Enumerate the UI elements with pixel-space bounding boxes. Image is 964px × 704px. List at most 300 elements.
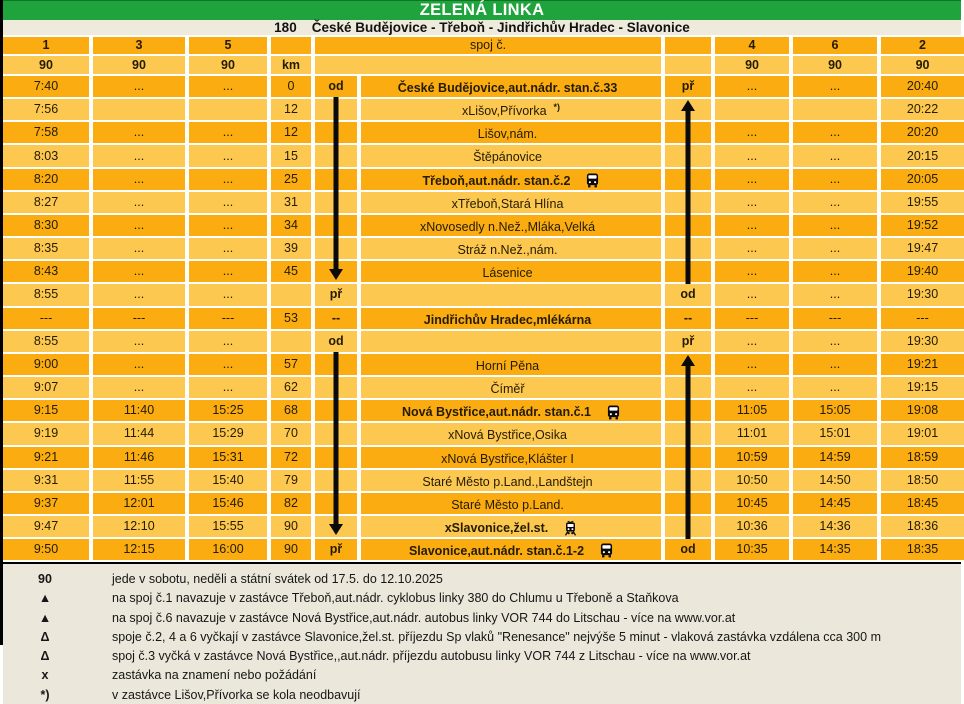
direction-marker-left <box>315 354 361 377</box>
direction-marker-right <box>665 516 715 539</box>
table-row <box>3 400 964 423</box>
time-cell-trip-1: 9:37 <box>3 493 93 516</box>
station-cell <box>361 215 665 238</box>
km-cell: 68 <box>271 400 315 423</box>
time-cell-trip-5: --- <box>189 308 271 331</box>
direction-marker-left: od <box>315 331 361 354</box>
legend-text: spoj č.3 vyčká v zastávce Nová Bystřice,,aut.nádr. příjezdu autobusu linky VOR 744 z Litschau - více na www.vor.at <box>112 649 751 664</box>
station-cell <box>361 284 665 307</box>
legend-item <box>3 646 961 665</box>
time-cell-trip-1: 9:07 <box>3 377 93 400</box>
time-cell-trip-2: 19:52 <box>881 215 964 238</box>
time-cell-trip-1: 8:35 <box>3 238 93 261</box>
time-cell-trip-2: 18:35 <box>881 539 964 562</box>
legend-symbol: x <box>41 668 49 683</box>
bus-icon <box>600 543 613 558</box>
station-cell <box>361 99 665 122</box>
time-cell-trip-2: 19:40 <box>881 261 964 284</box>
trip-number-row <box>3 37 964 56</box>
station-cell <box>361 169 665 192</box>
direction-marker-right <box>665 400 715 423</box>
time-cell-trip-2: 20:15 <box>881 145 964 168</box>
time-cell-trip-5: ... <box>189 122 271 145</box>
time-cell-trip-3: ... <box>93 76 189 99</box>
direction-marker-left: -- <box>315 308 361 331</box>
time-cell-trip-6: --- <box>793 308 881 331</box>
time-cell-trip-4: ... <box>715 215 793 238</box>
time-cell-trip-5: ... <box>189 145 271 168</box>
km-cell: 62 <box>271 377 315 400</box>
direction-marker-right: od <box>665 539 715 562</box>
time-cell-trip-3: ... <box>93 145 189 168</box>
time-cell-trip-5: 15:55 <box>189 516 271 539</box>
time-cell-trip-3: ... <box>93 122 189 145</box>
time-cell-trip-6: ... <box>793 169 881 192</box>
time-cell-trip-2: 19:47 <box>881 238 964 261</box>
time-cell-trip-2: 18:36 <box>881 516 964 539</box>
time-cell-trip-3: 11:46 <box>93 447 189 470</box>
time-cell-trip-4: --- <box>715 308 793 331</box>
station-name: Číměř <box>490 382 525 397</box>
time-cell-trip-4: ... <box>715 261 793 284</box>
legend-item <box>3 685 961 704</box>
trip-number-header: 4 <box>715 37 793 56</box>
time-cell-trip-2: --- <box>881 308 964 331</box>
km-cell: 12 <box>271 122 315 145</box>
time-cell-trip-1: 8:27 <box>3 192 93 215</box>
stop-icon-slot <box>577 174 599 188</box>
time-cell-trip-4: ... <box>715 169 793 192</box>
time-cell-trip-2: 19:30 <box>881 331 964 354</box>
direction-marker-left <box>315 423 361 446</box>
km-cell: 0 <box>271 76 315 99</box>
station-name: xNová Bystřice,Klášter I <box>441 451 574 466</box>
legend-symbol: ▲ <box>38 591 52 606</box>
station-name: Stráž n.Než.,nám. <box>457 243 558 258</box>
time-cell-trip-5: ... <box>189 215 271 238</box>
service-note-header: 90 <box>93 56 189 76</box>
time-cell-trip-5: ... <box>189 169 271 192</box>
time-cell-trip-4: ... <box>715 192 793 215</box>
time-cell-trip-3: ... <box>93 377 189 400</box>
trip-number-header: 6 <box>793 37 881 56</box>
time-cell-trip-3: 11:44 <box>93 423 189 446</box>
station-header-spacer <box>315 56 665 76</box>
direction-marker-left: př <box>315 539 361 562</box>
station-name: xLišov,Přívorka <box>462 104 547 119</box>
station-name: České Budějovice,aut.nádr. stan.č.33 <box>397 81 618 96</box>
time-cell-trip-1: 9:15 <box>3 400 93 423</box>
time-cell-trip-4: ... <box>715 145 793 168</box>
service-note-header: 90 <box>189 56 271 76</box>
station-cell <box>361 447 665 470</box>
time-cell-trip-1: 8:55 <box>3 331 93 354</box>
time-cell-trip-6: 15:01 <box>793 423 881 446</box>
table-row <box>3 145 964 168</box>
direction-marker-right <box>665 261 715 284</box>
service-note-header: 90 <box>3 56 93 76</box>
time-cell-trip-1: 8:30 <box>3 215 93 238</box>
time-cell-trip-6: ... <box>793 377 881 400</box>
time-cell-trip-1: 7:40 <box>3 76 93 99</box>
trip-number-header: 1 <box>3 37 93 56</box>
station-name: Třeboň,aut.nádr. stan.č.2 <box>422 173 571 188</box>
station-cell <box>361 539 665 562</box>
time-cell-trip-1: 9:19 <box>3 423 93 446</box>
trip-number-header: 5 <box>189 37 271 56</box>
time-cell-trip-3: ... <box>93 354 189 377</box>
time-cell-trip-3: ... <box>93 331 189 354</box>
route-title: České Budějovice - Třeboň - Jindřichův Hradec - Slavonice <box>311 20 690 35</box>
direction-marker-right <box>665 145 715 168</box>
trip-number-header: 3 <box>93 37 189 56</box>
arrow-down-icon <box>329 524 343 535</box>
time-cell-trip-6: 14:45 <box>793 493 881 516</box>
station-cell <box>361 122 665 145</box>
direction-marker-right <box>665 215 715 238</box>
direction-marker-right <box>665 354 715 377</box>
time-cell-trip-6: 14:36 <box>793 516 881 539</box>
km-cell: 79 <box>271 470 315 493</box>
direction-marker-right: př <box>665 76 715 99</box>
legend-text: spoje č.2, 4 a 6 vyčkají v zastávce Slavonice,žel.st. příjezdu Sp vlaků "Renesance" nejvýše 5 minut - vlaková zastávka vzdálena cca 300 m <box>112 629 881 644</box>
km-header: km <box>271 56 315 76</box>
time-cell-trip-4: ... <box>715 354 793 377</box>
direction-marker-left <box>315 447 361 470</box>
legend-symbol: *) <box>40 687 50 702</box>
time-cell-trip-1: 9:00 <box>3 354 93 377</box>
table-row <box>3 470 964 493</box>
time-cell-trip-3: ... <box>93 284 189 307</box>
table-row <box>3 99 964 122</box>
direction-marker-left <box>315 470 361 493</box>
direction-marker-right <box>665 192 715 215</box>
arrow-down-icon <box>329 269 343 280</box>
line-name: ZELENÁ LINKA <box>419 1 545 19</box>
km-cell: 53 <box>271 308 315 331</box>
legend-item <box>3 666 961 685</box>
km-cell: 31 <box>271 192 315 215</box>
time-cell-trip-6: ... <box>793 145 881 168</box>
time-cell-trip-4: 10:45 <box>715 493 793 516</box>
station-name: Staré Město p.Land.,Landštejn <box>422 474 593 489</box>
table-row <box>3 76 964 99</box>
time-cell-trip-6: 15:05 <box>793 400 881 423</box>
station-name: Štěpánovice <box>473 150 542 165</box>
time-cell-trip-3: ... <box>93 215 189 238</box>
direction-marker-left <box>315 238 361 261</box>
time-cell-trip-5: ... <box>189 331 271 354</box>
timetable-table <box>3 35 964 562</box>
legend-symbol: Δ <box>40 629 50 644</box>
direction-marker-left <box>315 145 361 168</box>
station-name: Horní Pěna <box>475 359 540 374</box>
direction-marker-right <box>665 99 715 122</box>
time-cell-trip-4: ... <box>715 377 793 400</box>
service-note-header: 90 <box>715 56 793 76</box>
legend-symbol: 90 <box>38 571 52 586</box>
station-name: Jindřichův Hradec,mlékárna <box>423 312 592 327</box>
time-cell-trip-4: 11:05 <box>715 400 793 423</box>
station-cell <box>361 261 665 284</box>
station-cell <box>361 354 665 377</box>
direction-marker-left <box>315 215 361 238</box>
legend-text: jede v sobotu, neděli a státní svátek od 17.5. do 12.10.2025 <box>112 571 443 586</box>
route-header <box>3 20 961 35</box>
time-cell-trip-2: 19:15 <box>881 377 964 400</box>
station-cell <box>361 192 665 215</box>
time-cell-trip-5: 15:40 <box>189 470 271 493</box>
table-row <box>3 192 964 215</box>
footnote-mark: *) <box>553 102 561 113</box>
station-name: xNová Bystřice,Osika <box>448 428 567 443</box>
station-cell <box>361 423 665 446</box>
station-name: Slavonice,aut.nádr. stan.č.1-2 <box>408 544 585 559</box>
direction-marker-right: př <box>665 331 715 354</box>
time-cell-trip-1: 9:31 <box>3 470 93 493</box>
table-row <box>3 354 964 377</box>
timetable-head <box>3 37 964 76</box>
time-cell-trip-1: 8:43 <box>3 261 93 284</box>
km-header-spacer <box>271 37 315 56</box>
table-row <box>3 284 964 307</box>
time-cell-trip-6: ... <box>793 192 881 215</box>
table-row <box>3 447 964 470</box>
direction-marker-right <box>665 377 715 400</box>
direction-marker-left <box>315 377 361 400</box>
time-cell-trip-6: 14:35 <box>793 539 881 562</box>
station-cell <box>361 493 665 516</box>
service-note-row <box>3 56 964 76</box>
bus-icon <box>607 405 620 420</box>
time-cell-trip-5: ... <box>189 377 271 400</box>
direction-marker-left <box>315 493 361 516</box>
table-row <box>3 377 964 400</box>
time-cell-trip-1: 7:56 <box>3 99 93 122</box>
time-cell-trip-2: 19:21 <box>881 354 964 377</box>
time-cell-trip-4: 10:59 <box>715 447 793 470</box>
table-row <box>3 493 964 516</box>
table-row <box>3 516 964 539</box>
time-cell-trip-3: --- <box>93 308 189 331</box>
time-cell-trip-2: 20:20 <box>881 122 964 145</box>
table-row <box>3 215 964 238</box>
table-row <box>3 169 964 192</box>
direction-marker-left <box>315 122 361 145</box>
time-cell-trip-2: 18:59 <box>881 447 964 470</box>
time-cell-trip-4: 10:35 <box>715 539 793 562</box>
direction-marker-right <box>665 423 715 446</box>
time-cell-trip-4: ... <box>715 122 793 145</box>
time-cell-trip-5: 15:25 <box>189 400 271 423</box>
timetable-body <box>3 76 964 562</box>
time-cell-trip-2: 18:45 <box>881 493 964 516</box>
time-cell-trip-4: ... <box>715 284 793 307</box>
table-row <box>3 331 964 354</box>
legend-item <box>3 589 961 608</box>
time-cell-trip-5: 15:46 <box>189 493 271 516</box>
station-cell <box>361 377 665 400</box>
time-cell-trip-4 <box>715 99 793 122</box>
direction-marker-left <box>315 400 361 423</box>
station-name: Nová Bystřice,aut.nádr. stan.č.1 <box>402 405 591 420</box>
time-cell-trip-1: --- <box>3 308 93 331</box>
km-cell: 15 <box>271 145 315 168</box>
km-cell <box>271 331 315 354</box>
time-cell-trip-2: 19:01 <box>881 423 964 446</box>
direction-marker-right <box>665 169 715 192</box>
table-row <box>3 238 964 261</box>
time-cell-trip-5: 16:00 <box>189 539 271 562</box>
km-cell: 39 <box>271 238 315 261</box>
legend-item <box>3 569 961 588</box>
time-cell-trip-6: 14:59 <box>793 447 881 470</box>
time-cell-trip-3: 12:01 <box>93 493 189 516</box>
km-cell: 34 <box>271 215 315 238</box>
km-cell: 45 <box>271 261 315 284</box>
time-cell-trip-6: ... <box>793 354 881 377</box>
time-cell-trip-2: 19:30 <box>881 284 964 307</box>
km-cell <box>271 284 315 307</box>
service-note-header: 90 <box>881 56 964 76</box>
time-cell-trip-5: 15:29 <box>189 423 271 446</box>
time-cell-trip-4: ... <box>715 76 793 99</box>
station-name: Staré Město p.Land. <box>451 497 564 512</box>
time-cell-trip-1: 8:20 <box>3 169 93 192</box>
time-cell-trip-5: ... <box>189 238 271 261</box>
pr-header-spacer <box>665 56 715 76</box>
time-cell-trip-3: ... <box>93 261 189 284</box>
time-cell-trip-6: ... <box>793 238 881 261</box>
direction-marker-left <box>315 261 361 284</box>
time-cell-trip-5: ... <box>189 192 271 215</box>
direction-marker-left: př <box>315 284 361 307</box>
direction-marker-left <box>315 169 361 192</box>
time-cell-trip-1: 9:21 <box>3 447 93 470</box>
time-cell-trip-3: ... <box>93 192 189 215</box>
station-name: xSlavonice,žel.st. <box>444 521 549 536</box>
time-cell-trip-3: 12:15 <box>93 539 189 562</box>
legend-item <box>3 627 961 646</box>
service-note-header: 90 <box>793 56 881 76</box>
km-cell: 25 <box>271 169 315 192</box>
direction-marker-left <box>315 99 361 122</box>
time-cell-trip-6: ... <box>793 284 881 307</box>
time-cell-trip-6 <box>793 99 881 122</box>
direction-marker-right: od <box>665 284 715 307</box>
station-cell <box>361 238 665 261</box>
station-cell <box>361 331 665 354</box>
km-cell: 12 <box>271 99 315 122</box>
time-cell-trip-3: ... <box>93 238 189 261</box>
direction-marker-right: -- <box>665 308 715 331</box>
time-cell-trip-4: 10:36 <box>715 516 793 539</box>
time-cell-trip-1: 7:58 <box>3 122 93 145</box>
time-cell-trip-2: 18:50 <box>881 470 964 493</box>
time-cell-trip-1: 8:03 <box>3 145 93 168</box>
stop-icon-slot <box>555 521 577 535</box>
time-cell-trip-3: 11:40 <box>93 400 189 423</box>
time-cell-trip-6: ... <box>793 215 881 238</box>
legend-symbol: ▲ <box>38 610 52 625</box>
time-cell-trip-5: ... <box>189 76 271 99</box>
time-cell-trip-5: ... <box>189 261 271 284</box>
line-banner <box>3 0 961 20</box>
time-cell-trip-6: ... <box>793 331 881 354</box>
km-cell: 90 <box>271 516 315 539</box>
legend-text: na spoj č.1 navazuje v zastávce Třeboň,aut.nádr. cyklobus linky 380 do Chlumu u Třeboně a Staňkova <box>112 591 679 606</box>
time-cell-trip-2: 20:40 <box>881 76 964 99</box>
station-cell <box>361 76 665 99</box>
station-cell <box>361 400 665 423</box>
station-cell <box>361 516 665 539</box>
station-name: xTřeboň,Stará Hlína <box>451 196 564 211</box>
line-number: 180 <box>274 20 297 35</box>
km-cell: 57 <box>271 354 315 377</box>
time-cell-trip-5: ... <box>189 354 271 377</box>
direction-marker-left <box>315 516 361 539</box>
time-cell-trip-5: 15:31 <box>189 447 271 470</box>
train-icon <box>564 520 577 536</box>
time-cell-trip-6: ... <box>793 261 881 284</box>
legend-symbol: Δ <box>40 649 50 664</box>
trip-label-header: spoj č. <box>315 37 665 56</box>
table-row <box>3 423 964 446</box>
time-cell-trip-2: 19:08 <box>881 400 964 423</box>
table-row <box>3 122 964 145</box>
table-row <box>3 308 964 331</box>
direction-marker-right <box>665 493 715 516</box>
time-cell-trip-3: 11:55 <box>93 470 189 493</box>
direction-marker-left: od <box>315 76 361 99</box>
km-cell: 72 <box>271 447 315 470</box>
time-cell-trip-5: ... <box>189 284 271 307</box>
pr-header-spacer <box>665 37 715 56</box>
time-cell-trip-3: ... <box>93 169 189 192</box>
stop-icon-slot <box>598 405 620 419</box>
time-cell-trip-1: 8:55 <box>3 284 93 307</box>
time-cell-trip-6: ... <box>793 122 881 145</box>
time-cell-trip-4: 10:50 <box>715 470 793 493</box>
table-row <box>3 261 964 284</box>
km-cell: 82 <box>271 493 315 516</box>
legend <box>3 562 961 704</box>
direction-marker-left <box>315 192 361 215</box>
legend-text: na spoj č.6 navazuje v zastávce Nová Bystřice,aut.nádr. autobus linky VOR 744 do Litschau - více na www.vor.at <box>112 610 736 625</box>
trip-number-header: 2 <box>881 37 964 56</box>
station-name: Lásenice <box>482 266 533 281</box>
time-cell-trip-6: 14:50 <box>793 470 881 493</box>
time-cell-trip-1: 9:50 <box>3 539 93 562</box>
table-row <box>3 539 964 562</box>
station-cell <box>361 308 665 331</box>
direction-marker-right <box>665 447 715 470</box>
direction-marker-right <box>665 122 715 145</box>
time-cell-trip-5 <box>189 99 271 122</box>
stop-icon-slot <box>591 544 613 558</box>
time-cell-trip-6: ... <box>793 76 881 99</box>
station-cell <box>361 145 665 168</box>
time-cell-trip-4: 11:01 <box>715 423 793 446</box>
km-cell: 90 <box>271 539 315 562</box>
time-cell-trip-3: 12:10 <box>93 516 189 539</box>
station-cell <box>361 470 665 493</box>
direction-marker-right <box>665 238 715 261</box>
time-cell-trip-3 <box>93 99 189 122</box>
km-cell: 70 <box>271 423 315 446</box>
time-cell-trip-4: ... <box>715 238 793 261</box>
bus-icon <box>586 173 599 188</box>
